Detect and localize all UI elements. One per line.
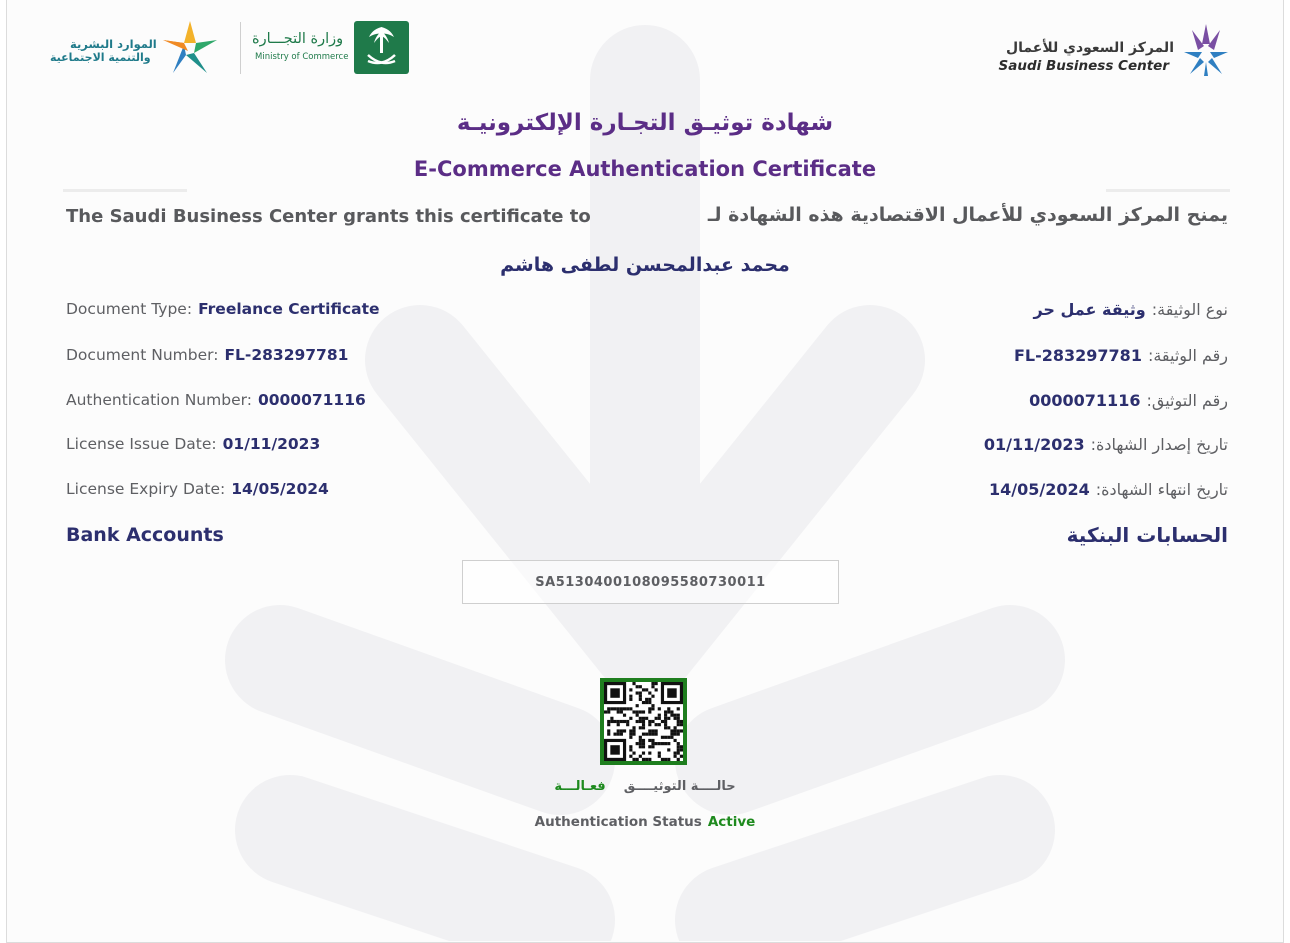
hr-name-line2: والتنمية الاجتماعية: [50, 51, 151, 64]
bank-accounts-heading-en: Bank Accounts: [66, 524, 224, 546]
detail-expiry-date-ar: [989, 480, 1228, 499]
iban-value: SA5130400108095580730011: [535, 574, 766, 590]
detail-document-number-ar: [1014, 346, 1228, 365]
detail-label: تاريخ انتهاء الشهادة:: [1095, 480, 1228, 499]
sbc-name-ar: المركز السعودي للأعمال: [1006, 40, 1174, 56]
detail-document-type-ar: [1033, 300, 1228, 319]
detail-authentication-number-ar: [1029, 391, 1228, 410]
detail-value: وثيقة عمل حر: [1033, 300, 1146, 319]
sbc-name-en: Saudi Business Center: [998, 58, 1169, 74]
detail-expiry-date-en: [66, 480, 329, 498]
detail-document-type-en: [66, 300, 380, 318]
detail-value: Freelance Certificate: [198, 300, 380, 318]
grants-text-ar: يمنح المركز السعودي للأعمال الاقتصادية هذه الشهادة لـ: [707, 204, 1228, 226]
detail-value: 0000071116: [257, 391, 366, 409]
divider-left: [63, 189, 187, 192]
status-label-en: Authentication Status: [534, 814, 702, 830]
detail-issue-date-en: [66, 435, 320, 453]
detail-label: نوع الوثيقة:: [1151, 300, 1228, 319]
qr-code[interactable]: [600, 678, 687, 765]
detail-label: License Issue Date:: [66, 435, 217, 453]
detail-label: Document Number:: [66, 346, 219, 364]
palm-swords-emblem-icon: [354, 21, 409, 74]
detail-value: FL-283297781: [1013, 346, 1142, 365]
hr-name-line1: الموارد البشرية: [70, 37, 157, 51]
detail-label: رقم التوثيق:: [1146, 391, 1228, 410]
qr-code-icon: [604, 682, 683, 761]
detail-issue-date-ar: [984, 435, 1228, 454]
detail-value: 01/11/2023: [983, 435, 1085, 454]
detail-value: 14/05/2024: [989, 480, 1090, 499]
moc-name-en: Ministry of Commerce: [255, 52, 349, 62]
grants-text-en: The Saudi Business Center grants this certificate to: [66, 206, 591, 227]
certificate-title-en: E-Commerce Authentication Certificate: [413, 157, 877, 181]
status-label-ar: حالــــة التوثيــــق: [623, 779, 736, 794]
logo-divider: [240, 22, 241, 74]
moc-name-ar: وزارة التجـــارة: [252, 31, 344, 47]
certificate-holder-name: محمد عبدالمحسن لطفى هاشم: [500, 254, 790, 276]
detail-value: 14/05/2024: [231, 480, 329, 498]
status-value-ar: فعـالـــة: [554, 779, 606, 794]
detail-label: Document Type:: [66, 300, 193, 318]
iban-box: [462, 560, 839, 604]
divider-right: [1106, 189, 1230, 192]
detail-document-number-en: [66, 346, 348, 364]
detail-authentication-number-en: [66, 391, 366, 409]
detail-value: 01/11/2023: [222, 435, 321, 453]
detail-label: تاريخ إصدار الشهادة:: [1090, 435, 1228, 454]
status-value-en: Active: [707, 814, 756, 830]
hr-star-icon: [155, 20, 225, 78]
detail-label: رقم الوثيقة:: [1147, 346, 1228, 365]
detail-value: FL-283297781: [224, 346, 349, 364]
certificate-title-ar: شهادة توثيـق التجـارة الإلكترونيـة: [456, 110, 834, 136]
authentication-status-en: [0, 814, 1290, 830]
detail-value: 0000071116: [1029, 391, 1141, 410]
authentication-status-ar: [0, 779, 1290, 794]
bank-accounts-heading-ar: الحسابات البنكية: [1066, 523, 1228, 547]
detail-label: License Expiry Date:: [66, 480, 226, 498]
detail-label: Authentication Number:: [66, 391, 252, 409]
